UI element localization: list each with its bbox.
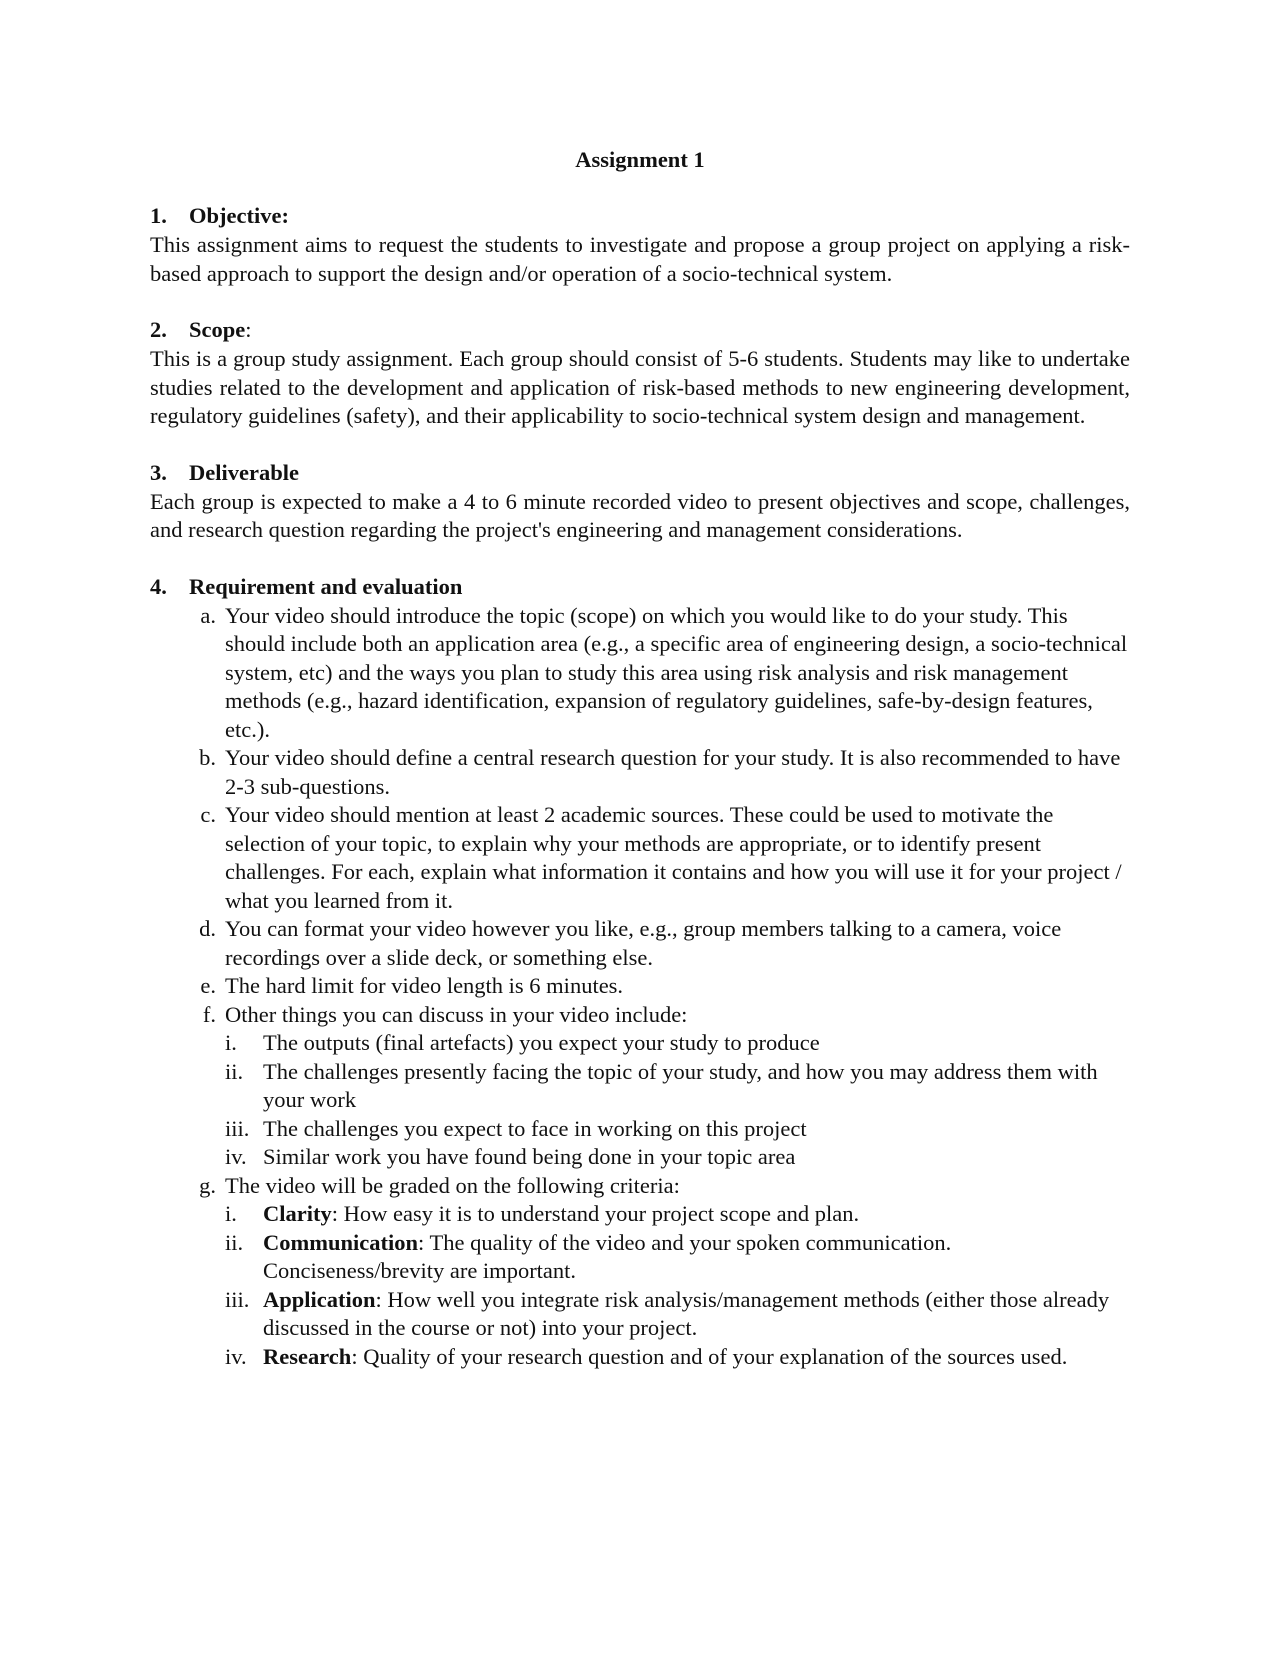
section-title: [189, 316, 252, 345]
section-number: 2.: [150, 317, 167, 342]
section-heading: [150, 202, 1130, 231]
sub-list-marker: ii.: [225, 1229, 244, 1255]
criterion-description: : The quality of the video and your spoken communication. Conciseness/brevity are important.: [263, 1229, 952, 1283]
list-item: [150, 1001, 1130, 1172]
section-deliverable: [150, 459, 1130, 545]
document-title: Assignment 1: [575, 147, 705, 172]
sub-list-marker: iii.: [225, 1286, 250, 1312]
criterion-description: : How easy it is to understand your project scope and plan.: [331, 1201, 860, 1226]
list-item: [150, 1172, 1130, 1372]
list-item: [150, 801, 1130, 915]
list-item: [150, 744, 1130, 801]
criterion-text: [263, 1229, 1130, 1286]
sub-list-item-text: The challenges presently facing the topic of your study, and how you may address them with your work: [263, 1058, 1098, 1112]
list-marker: c.: [200, 802, 216, 827]
list-item-text: You can format your video however you like, e.g., group members talking to a camera, voice recordings over a slide deck, or something else.: [225, 916, 1062, 970]
section-heading: [150, 459, 1130, 488]
sub-list-item-text: Similar work you have found being done in your topic area: [263, 1144, 796, 1169]
document-page: [150, 146, 1130, 1399]
list-item: [150, 915, 1130, 972]
section-requirements: [150, 573, 1130, 1372]
requirements-list: [150, 602, 1130, 1372]
section-number: 3.: [150, 459, 167, 485]
section-heading: [150, 316, 1130, 345]
section-title-text: Scope: [189, 317, 246, 342]
list-marker: d.: [199, 916, 216, 941]
section-body: This is a group study assignment. Each group should consist of 5-6 students. Students may like to undertake studies related to the development and application of risk-based methods to new engineering development, regulatory guidelines (safety), and their applicability to socio-technical system design and management.: [150, 346, 1130, 428]
sub-list-marker: ii.: [225, 1058, 244, 1084]
sub-list-item-text: The outputs (final artefacts) you expect your study to produce: [263, 1030, 820, 1055]
grading-criteria-list: [225, 1200, 1130, 1371]
criterion-clarity: [225, 1200, 1130, 1229]
criterion-text: [263, 1286, 1130, 1343]
list-marker: b.: [199, 745, 216, 770]
list-marker: e.: [200, 973, 216, 998]
list-marker: g.: [199, 1172, 216, 1198]
sub-list-marker: iv.: [225, 1144, 247, 1169]
criterion-research: [225, 1343, 1130, 1372]
list-item: [150, 972, 1130, 1001]
list-item-text: The video will be graded on the following criteria:: [225, 1172, 680, 1198]
section-title-suffix: :: [245, 317, 252, 342]
list-marker: a.: [200, 602, 216, 628]
list-item-text: Your video should define a central research question for your study. It is also recommended to have 2-3 sub-questions.: [225, 745, 1121, 799]
list-item: [150, 602, 1130, 745]
section-scope: [150, 316, 1130, 431]
criterion-communication: [225, 1229, 1130, 1286]
discussion-topics-list: [225, 1029, 1130, 1172]
sub-list-marker: iv.: [225, 1343, 247, 1369]
criterion-term: Communication: [263, 1229, 419, 1255]
sub-list-item: [225, 1058, 1130, 1115]
criterion-description: : Quality of your research question and of your explanation of the sources used.: [351, 1343, 1068, 1369]
list-marker: f.: [202, 1001, 216, 1027]
criterion-text: [263, 1200, 1130, 1229]
sub-list-marker: i.: [225, 1030, 237, 1055]
sub-list-item: [225, 1029, 1130, 1058]
section-number: 4.: [150, 573, 167, 599]
section-title: Requirement and evaluation: [189, 573, 463, 599]
list-item-text: Other things you can discuss in your video include:: [225, 1001, 688, 1027]
section-number: 1.: [150, 203, 167, 228]
list-item-text: Your video should mention at least 2 academic sources. These could be used to motivate the selection of your topic, to explain why your methods are appropriate, or to identify present challenges. For each, explain what information it contains and how you will use it for your project / what you learned from it.: [225, 802, 1122, 913]
section-title: Deliverable: [189, 459, 299, 485]
criterion-term: Research: [263, 1343, 352, 1369]
section-body: Each group is expected to make a 4 to 6 minute recorded video to present objectives and scope, challenges, and research question regarding the project's engineering and management considerations.: [150, 488, 1130, 542]
criterion-application: [225, 1286, 1130, 1343]
list-item-text: The hard limit for video length is 6 minutes.: [225, 973, 624, 998]
sub-list-marker: iii.: [225, 1115, 250, 1141]
sub-list-marker: i.: [225, 1201, 237, 1226]
sub-list-item: [225, 1143, 1130, 1172]
section-heading: [150, 573, 1130, 602]
criterion-text: [263, 1343, 1130, 1372]
section-title: Objective:: [189, 203, 289, 228]
section-body: This assignment aims to request the students to investigate and propose a group project on applying a risk-based approach to support the design and/or operation of a socio-technical system.: [150, 232, 1130, 286]
criterion-term: Application: [263, 1286, 376, 1312]
list-item-text: Your video should introduce the topic (scope) on which you would like to do your study. This should include both an application area (e.g., a specific area of engineering design, a socio-technical system, etc) and the ways you plan to study this area using risk analysis and risk management methods (e.g., hazard identification, expansion of regulatory guidelines, safe-by-design features, etc.).: [225, 602, 1128, 742]
sub-list-item: [225, 1115, 1130, 1144]
section-objective: [150, 202, 1130, 288]
criterion-description: : How well you integrate risk analysis/management methods (either those already discussed in the course or not) into your project.: [263, 1286, 1110, 1340]
sub-list-item-text: The challenges you expect to face in working on this project: [263, 1115, 807, 1141]
criterion-term: Clarity: [263, 1201, 332, 1226]
